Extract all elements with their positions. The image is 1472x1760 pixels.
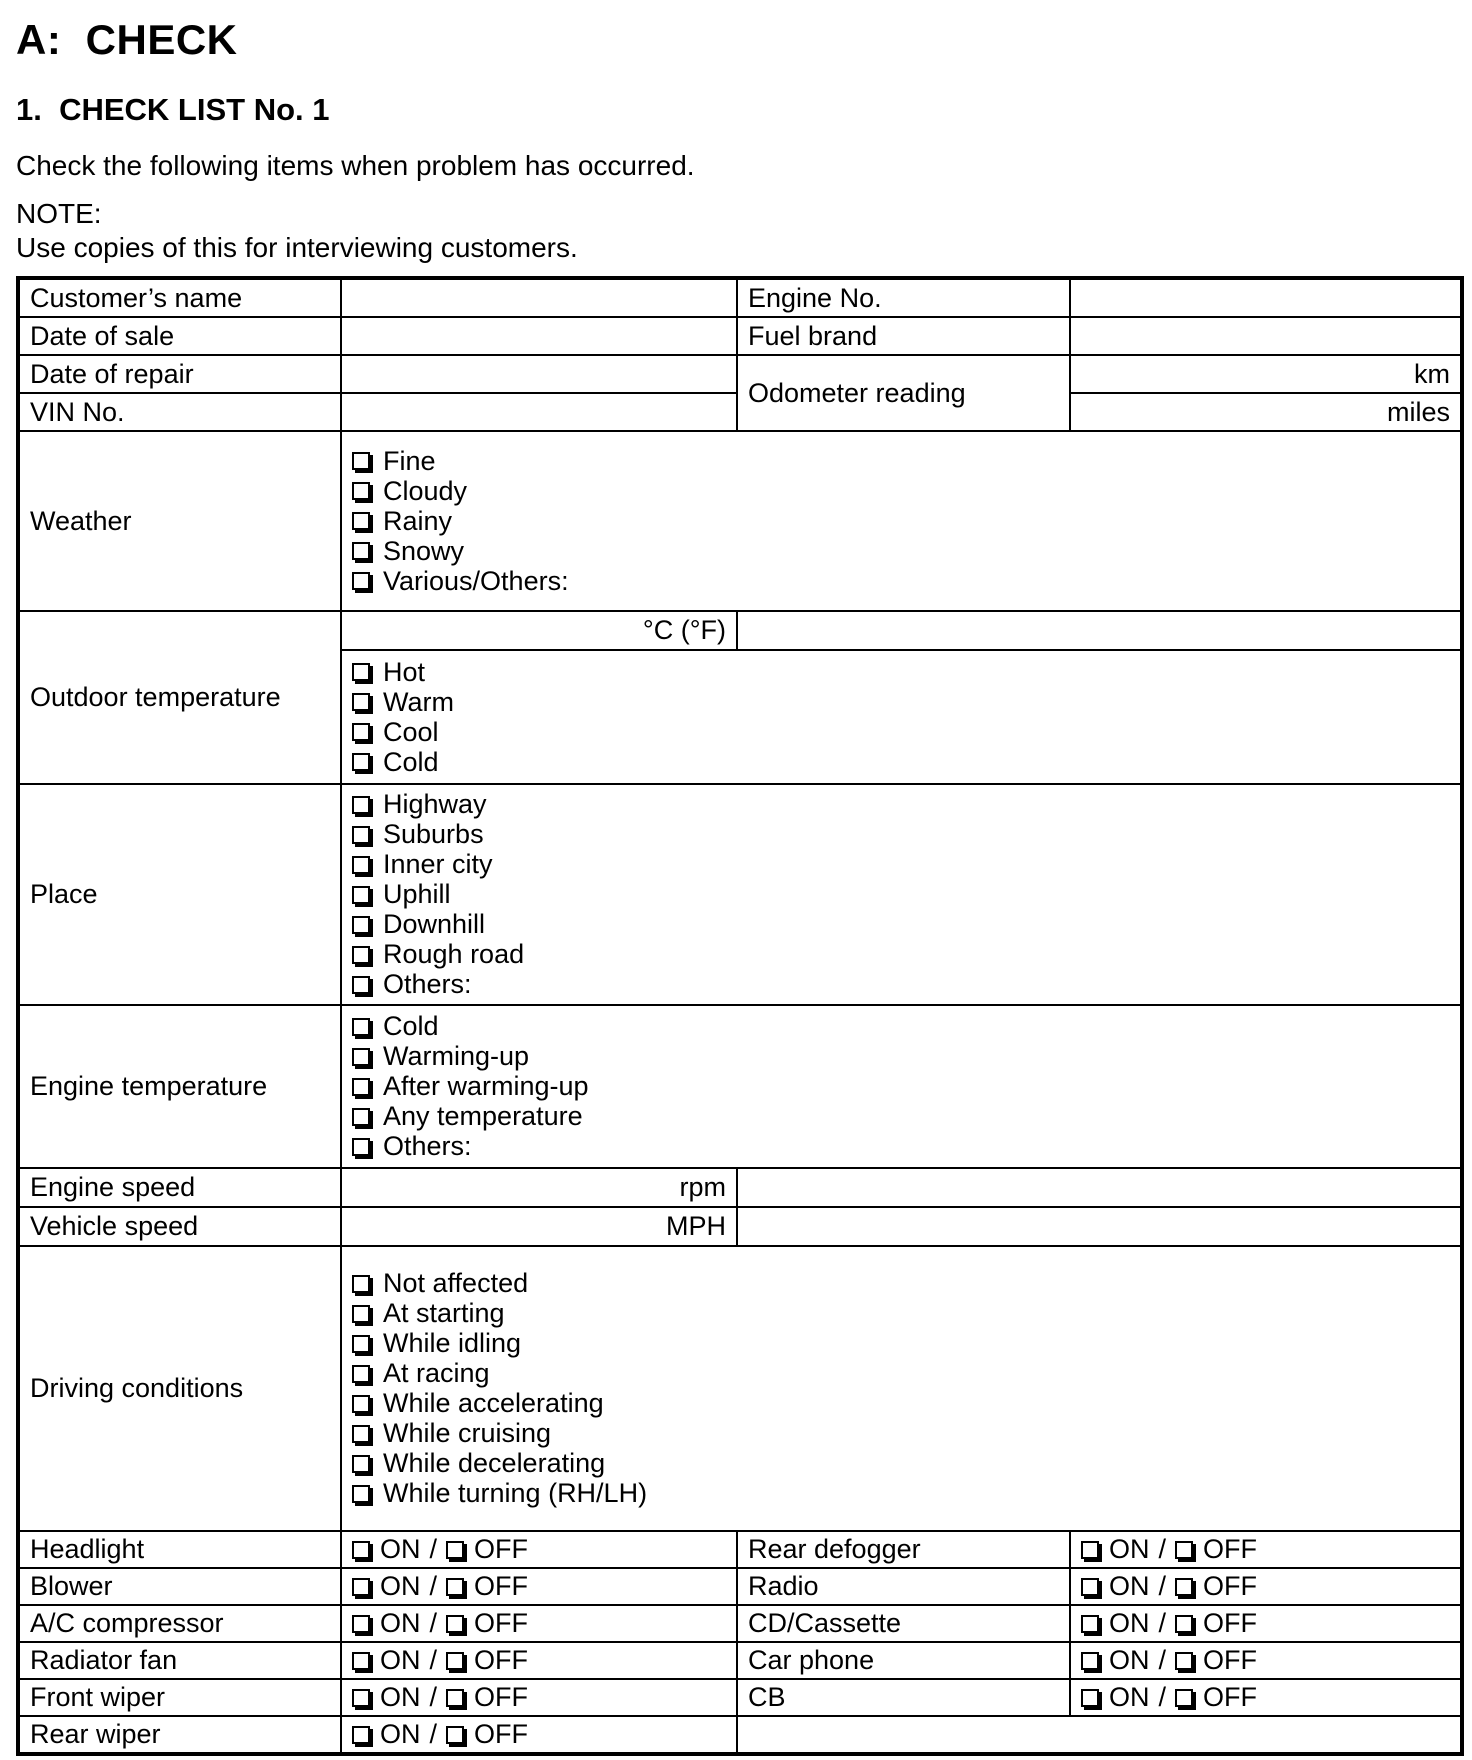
driving-option <box>352 1299 1450 1329</box>
checkbox-icon <box>352 1615 370 1633</box>
checkbox-icon <box>446 1541 464 1559</box>
checkbox-icon <box>352 512 370 530</box>
option-label: Cloudy <box>383 475 468 506</box>
vin-label: VIN No. <box>18 393 341 431</box>
option-label: At starting <box>383 1298 505 1328</box>
checkbox-icon <box>352 723 370 741</box>
separator: / <box>1158 1608 1167 1638</box>
engine-speed-unit-cell: rpm <box>341 1168 737 1207</box>
row-headlight-defogger <box>18 1531 1462 1568</box>
checkbox-icon <box>352 976 370 994</box>
onoff-cell <box>1070 1642 1462 1679</box>
driving-option <box>352 1329 1450 1359</box>
place-option <box>352 820 1450 850</box>
onoff-line <box>1081 1646 1450 1676</box>
option-label: Warming-up <box>383 1041 530 1071</box>
place-option <box>352 880 1450 910</box>
switch-label: Rear defogger <box>737 1531 1070 1568</box>
row-driving-conditions <box>18 1246 1462 1531</box>
place-options-cell <box>341 784 1462 1005</box>
checkbox-icon <box>352 1578 370 1596</box>
vehicle-speed-unit-cell: MPH <box>341 1207 737 1246</box>
note-text: Use copies of this for interviewing customers. <box>16 232 578 263</box>
outdoor-temp-value-cell <box>737 611 1462 650</box>
onoff-cell <box>1070 1605 1462 1642</box>
checkbox-icon <box>352 1541 370 1559</box>
place-option <box>352 790 1450 820</box>
checkbox-icon <box>352 1455 370 1473</box>
checkbox-icon <box>1175 1615 1193 1633</box>
weather-option <box>352 446 1450 476</box>
onoff-line <box>1081 1572 1450 1602</box>
option-label: Rough road <box>383 939 525 969</box>
on-label: ON <box>380 1571 421 1601</box>
date-of-repair-value-cell <box>341 355 737 393</box>
row-rearwiper <box>18 1716 1462 1754</box>
option-label: Any temperature <box>383 1101 583 1131</box>
checkbox-icon <box>352 1048 370 1066</box>
engine-no-label: Engine No. <box>737 278 1070 317</box>
onoff-line <box>352 1683 726 1713</box>
checkbox-icon <box>352 1275 370 1293</box>
off-label: OFF <box>1203 1645 1258 1675</box>
checkbox-icon <box>352 1425 370 1443</box>
checkbox-icon <box>352 946 370 964</box>
checkbox-icon <box>352 826 370 844</box>
checkbox-icon <box>1081 1615 1099 1633</box>
on-label: ON <box>380 1534 421 1564</box>
switch-label: Car phone <box>737 1642 1070 1679</box>
switch-label: CB <box>737 1679 1070 1716</box>
checkbox-icon <box>352 1652 370 1670</box>
on-label: ON <box>380 1719 421 1749</box>
checkbox-icon <box>352 1305 370 1323</box>
outdoor-temp-option <box>352 687 1450 717</box>
switch-label: A/C compressor <box>18 1605 341 1642</box>
onoff-cell <box>1070 1531 1462 1568</box>
separator: / <box>1158 1645 1167 1675</box>
off-label: OFF <box>1203 1571 1258 1601</box>
switch-label: Front wiper <box>18 1679 341 1716</box>
option-label: While accelerating <box>383 1388 604 1418</box>
option-label: Various/Others: <box>383 565 569 596</box>
driving-option <box>352 1269 1450 1299</box>
outdoor-temp-option <box>352 717 1450 747</box>
row-weather <box>18 431 1462 611</box>
fuel-brand-value-cell <box>1070 317 1462 355</box>
outdoor-temp-option <box>352 747 1450 777</box>
on-label: ON <box>1109 1645 1150 1675</box>
checkbox-icon <box>352 916 370 934</box>
row-engine-speed <box>18 1168 1462 1207</box>
checkbox-icon <box>446 1615 464 1633</box>
place-option <box>352 850 1450 880</box>
off-label: OFF <box>474 1645 529 1675</box>
switch-label: Radiator fan <box>18 1642 341 1679</box>
onoff-line <box>352 1609 726 1639</box>
customer-name-value-cell <box>341 278 737 317</box>
row-blower-radio <box>18 1568 1462 1605</box>
driving-option <box>352 1479 1450 1509</box>
onoff-cell <box>1070 1679 1462 1716</box>
driving-option <box>352 1419 1450 1449</box>
checkbox-icon <box>1081 1541 1099 1559</box>
onoff-cell <box>341 1605 737 1642</box>
option-label: Cold <box>383 746 439 777</box>
option-label: Cool <box>383 716 439 747</box>
checkbox-icon <box>352 452 370 470</box>
off-label: OFF <box>474 1682 529 1712</box>
engine-no-value-cell <box>1070 278 1462 317</box>
engine-temp-option <box>352 1132 1450 1162</box>
on-label: ON <box>1109 1608 1150 1638</box>
on-label: ON <box>380 1682 421 1712</box>
checkbox-icon <box>1175 1652 1193 1670</box>
checkbox-icon <box>352 663 370 681</box>
checklist-table <box>16 276 1464 1756</box>
separator: / <box>429 1719 438 1749</box>
row-radiator-carphone <box>18 1642 1462 1679</box>
option-label: Fine <box>383 445 436 476</box>
outdoor-temp-option <box>352 657 1450 687</box>
fuel-brand-label: Fuel brand <box>737 317 1070 355</box>
weather-label: Weather <box>18 431 341 611</box>
separator: / <box>1158 1534 1167 1564</box>
driving-option <box>352 1359 1450 1389</box>
option-label: While cruising <box>383 1418 552 1448</box>
option-label: Warm <box>383 686 454 717</box>
checkbox-icon <box>352 1018 370 1036</box>
date-of-sale-value-cell <box>341 317 737 355</box>
place-label: Place <box>18 784 341 1005</box>
row-place <box>18 784 1462 1005</box>
odometer-label: Odometer reading <box>737 355 1070 431</box>
checkbox-icon <box>352 1726 370 1744</box>
row-repair-odometer-km <box>18 355 1462 393</box>
checkbox-icon <box>352 572 370 590</box>
outdoor-temp-label: Outdoor temperature <box>18 611 341 784</box>
row-frontwiper-cb <box>18 1679 1462 1716</box>
weather-option <box>352 536 1450 566</box>
driving-option <box>352 1389 1450 1419</box>
engine-temp-options-cell <box>341 1005 1462 1168</box>
option-label: Not affected <box>383 1268 529 1298</box>
onoff-cell <box>1070 1568 1462 1605</box>
option-label: Highway <box>383 789 487 819</box>
checkbox-icon <box>352 1138 370 1156</box>
switch-label: Headlight <box>18 1531 341 1568</box>
weather-option <box>352 566 1450 596</box>
onoff-cell <box>341 1716 737 1754</box>
on-label: ON <box>1109 1534 1150 1564</box>
row-ac-cd <box>18 1605 1462 1642</box>
option-label: Hot <box>383 656 426 687</box>
place-option <box>352 910 1450 940</box>
onoff-line <box>1081 1683 1450 1713</box>
separator: / <box>1158 1682 1167 1712</box>
engine-temp-option <box>352 1102 1450 1132</box>
option-label: Cold <box>383 1011 439 1041</box>
vehicle-speed-label: Vehicle speed <box>18 1207 341 1246</box>
weather-option <box>352 476 1450 506</box>
on-label: ON <box>380 1608 421 1638</box>
option-label: While decelerating <box>383 1448 606 1478</box>
switch-label: Radio <box>737 1568 1070 1605</box>
checkbox-icon <box>446 1652 464 1670</box>
intro-text: Check the following items when problem has occurred. <box>16 150 695 181</box>
onoff-cell <box>341 1642 737 1679</box>
checkbox-icon <box>1081 1652 1099 1670</box>
onoff-cell <box>341 1531 737 1568</box>
engine-temp-option <box>352 1072 1450 1102</box>
customer-name-label: Customer’s name <box>18 278 341 317</box>
checkbox-icon <box>352 542 370 560</box>
separator: / <box>429 1534 438 1564</box>
onoff-line <box>352 1646 726 1676</box>
separator: / <box>429 1571 438 1601</box>
place-option <box>352 940 1450 970</box>
option-label: Others: <box>383 969 472 999</box>
engine-temp-option <box>352 1012 1450 1042</box>
checkbox-icon <box>446 1726 464 1744</box>
option-label: After warming-up <box>383 1071 589 1101</box>
option-label: At racing <box>383 1358 490 1388</box>
place-option <box>352 970 1450 1000</box>
checkbox-icon <box>352 1365 370 1383</box>
switch-label: CD/Cassette <box>737 1605 1070 1642</box>
off-label: OFF <box>474 1534 529 1564</box>
option-label: While idling <box>383 1328 522 1358</box>
checkbox-icon <box>352 693 370 711</box>
separator: / <box>429 1645 438 1675</box>
checkbox-icon <box>352 1689 370 1707</box>
note-label: NOTE: <box>16 198 102 229</box>
blank-cell <box>737 1716 1462 1754</box>
checkbox-icon <box>1081 1689 1099 1707</box>
onoff-line <box>352 1535 726 1565</box>
checkbox-icon <box>352 886 370 904</box>
checkbox-icon <box>352 1078 370 1096</box>
on-label: ON <box>1109 1682 1150 1712</box>
row-outdoor-temp-unit <box>18 611 1462 650</box>
off-label: OFF <box>1203 1608 1258 1638</box>
option-label: Downhill <box>383 909 486 939</box>
off-label: OFF <box>474 1571 529 1601</box>
onoff-line <box>1081 1609 1450 1639</box>
onoff-cell <box>341 1568 737 1605</box>
option-label: Suburbs <box>383 819 484 849</box>
separator: / <box>429 1682 438 1712</box>
separator: / <box>429 1608 438 1638</box>
date-of-repair-label: Date of repair <box>18 355 341 393</box>
option-label: Inner city <box>383 849 493 879</box>
onoff-line <box>1081 1535 1450 1565</box>
off-label: OFF <box>474 1608 529 1638</box>
checkbox-icon <box>352 856 370 874</box>
option-label: While turning (RH/LH) <box>383 1478 648 1508</box>
driving-conditions-label: Driving conditions <box>18 1246 341 1531</box>
row-vehicle-speed <box>18 1207 1462 1246</box>
switch-label: Blower <box>18 1568 341 1605</box>
odometer-miles-cell: miles <box>1070 393 1462 431</box>
date-of-sale-label: Date of sale <box>18 317 341 355</box>
row-engine-temperature <box>18 1005 1462 1168</box>
vin-value-cell <box>341 393 737 431</box>
engine-temp-option <box>352 1042 1450 1072</box>
driving-option <box>352 1449 1450 1479</box>
checkbox-icon <box>1175 1689 1193 1707</box>
engine-speed-value-cell <box>737 1168 1462 1207</box>
option-label: Rainy <box>383 505 453 536</box>
checkbox-icon <box>1175 1541 1193 1559</box>
checkbox-icon <box>446 1689 464 1707</box>
row-sale-fuel <box>18 317 1462 355</box>
section-title: 1. CHECK LIST No. 1 <box>16 92 330 127</box>
outdoor-temp-unit-cell: °C (°F) <box>341 611 737 650</box>
checkbox-icon <box>352 796 370 814</box>
off-label: OFF <box>1203 1534 1258 1564</box>
option-label: Snowy <box>383 535 465 566</box>
checkbox-icon <box>352 1108 370 1126</box>
onoff-line <box>352 1572 726 1602</box>
checkbox-icon <box>352 1395 370 1413</box>
weather-options-cell <box>341 431 1462 611</box>
on-label: ON <box>1109 1571 1150 1601</box>
checkbox-icon <box>352 1335 370 1353</box>
checkbox-icon <box>1175 1578 1193 1596</box>
page-title: A: CHECK <box>16 16 238 63</box>
option-label: Uphill <box>383 879 451 909</box>
row-customer-engine <box>18 278 1462 317</box>
switch-label: Rear wiper <box>18 1716 341 1754</box>
checkbox-icon <box>446 1578 464 1596</box>
driving-conditions-options-cell <box>341 1246 1462 1531</box>
checkbox-icon <box>352 482 370 500</box>
option-label: Others: <box>383 1131 472 1161</box>
off-label: OFF <box>1203 1682 1258 1712</box>
vehicle-speed-value-cell <box>737 1207 1462 1246</box>
on-label: ON <box>380 1645 421 1675</box>
weather-option <box>352 506 1450 536</box>
separator: / <box>1158 1571 1167 1601</box>
checkbox-icon <box>352 753 370 771</box>
outdoor-temp-options-cell <box>341 650 1462 784</box>
off-label: OFF <box>474 1719 529 1749</box>
checkbox-icon <box>1081 1578 1099 1596</box>
checkbox-icon <box>352 1485 370 1503</box>
onoff-cell <box>341 1679 737 1716</box>
onoff-line <box>352 1720 726 1750</box>
engine-temp-label: Engine temperature <box>18 1005 341 1168</box>
engine-speed-label: Engine speed <box>18 1168 341 1207</box>
odometer-km-cell: km <box>1070 355 1462 393</box>
